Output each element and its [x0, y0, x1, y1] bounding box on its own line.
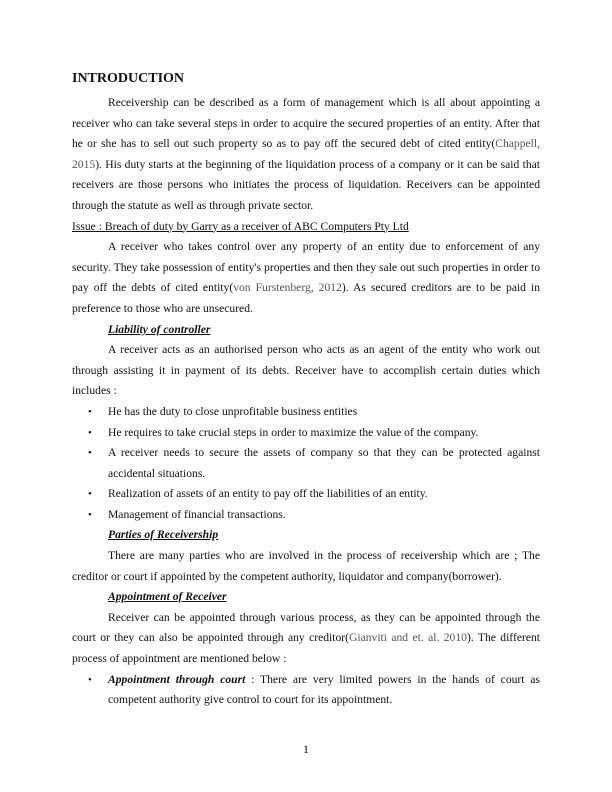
- document-page: [72, 68, 540, 711]
- page-number: 1: [303, 742, 309, 756]
- list-item: • Realization of assets of an entity to pay off the liabilities of an entity.: [72, 484, 540, 505]
- appointment-bullet-label: Appointment through court: [108, 672, 246, 686]
- bullet-icon: •: [88, 488, 92, 501]
- list-item: • He requires to take crucial steps in order to maximize the value of the company.: [72, 423, 540, 444]
- liability-heading: Liability of controller: [108, 322, 211, 336]
- duties-list: [72, 402, 540, 526]
- parties-paragraph: There are many parties who are involved in the process of receivership which are ; The creditor or court if appointed by the competent authority, liquidator and company(borrower).: [72, 549, 540, 583]
- bullet-icon: •: [88, 673, 92, 686]
- list-item: • He has the duty to close unprofitable business entities: [72, 402, 540, 423]
- list-item: • A receiver needs to secure the assets of company so that they can be protected against accidental situations.: [72, 443, 540, 484]
- bullet-icon: •: [88, 508, 92, 521]
- list-item: • Management of financial transactions.: [72, 505, 540, 526]
- issue-paragraph: A receiver who takes control over any property of an entity due to enforcement of any security. They take possession of entity's properties and then they sale out such properties in order to pay off the debts of cited entity(von Furstenberg, 2012). As secured creditors are to be paid in preference to those who are unsecured.: [72, 240, 541, 315]
- citation: von Furstenberg, 2012: [233, 281, 342, 295]
- liability-paragraph: A receiver acts as an authorised person who acts as an agent of the entity who work out through assisting it in payment of its debts. Receiver have to accomplish certain duties which includes :: [72, 343, 540, 398]
- bullet-icon: •: [88, 447, 92, 460]
- bullet-icon: •: [88, 426, 92, 439]
- list-item: • Appointment through court : There are very limited powers in the hands of court as competent authority give control to court for its appointment.: [72, 670, 540, 711]
- page-title: INTRODUCTION: [72, 71, 185, 86]
- appointment-heading: Appointment of Receiver: [108, 590, 227, 604]
- citation: Gianviti and et. al. 2010: [348, 631, 467, 645]
- intro-paragraph: Receivership can be described as a form of management which is all about appointing a receiver who can take several steps in order to acquire the secured properties of an entity. After that he or she has to sell out such property so as to pay off the secured debt of cited entity(Chappell, 2015). His duty starts at the beginning of the liquidation process of a company or it can be said that receivers are those persons who initiates the process of liquidation. Receivers can be appointed through the statute as well as through private sector.: [72, 96, 540, 212]
- appointment-paragraph: Receiver can be appointed through various process, as they can be appointed through the court or they can also be appointed through any creditor(Gianviti and et. al. 2010). The different process of appointment are mentioned below :: [72, 610, 540, 666]
- appointment-list: [72, 670, 540, 711]
- parties-heading: Parties of Receivership: [108, 528, 219, 542]
- citation: Chappell, 2015: [72, 137, 540, 171]
- issue-heading: Issue : Breach of duty by Garry as a receiver of ABC Computers Pty Ltd: [72, 219, 409, 233]
- bullet-icon: •: [88, 405, 92, 418]
